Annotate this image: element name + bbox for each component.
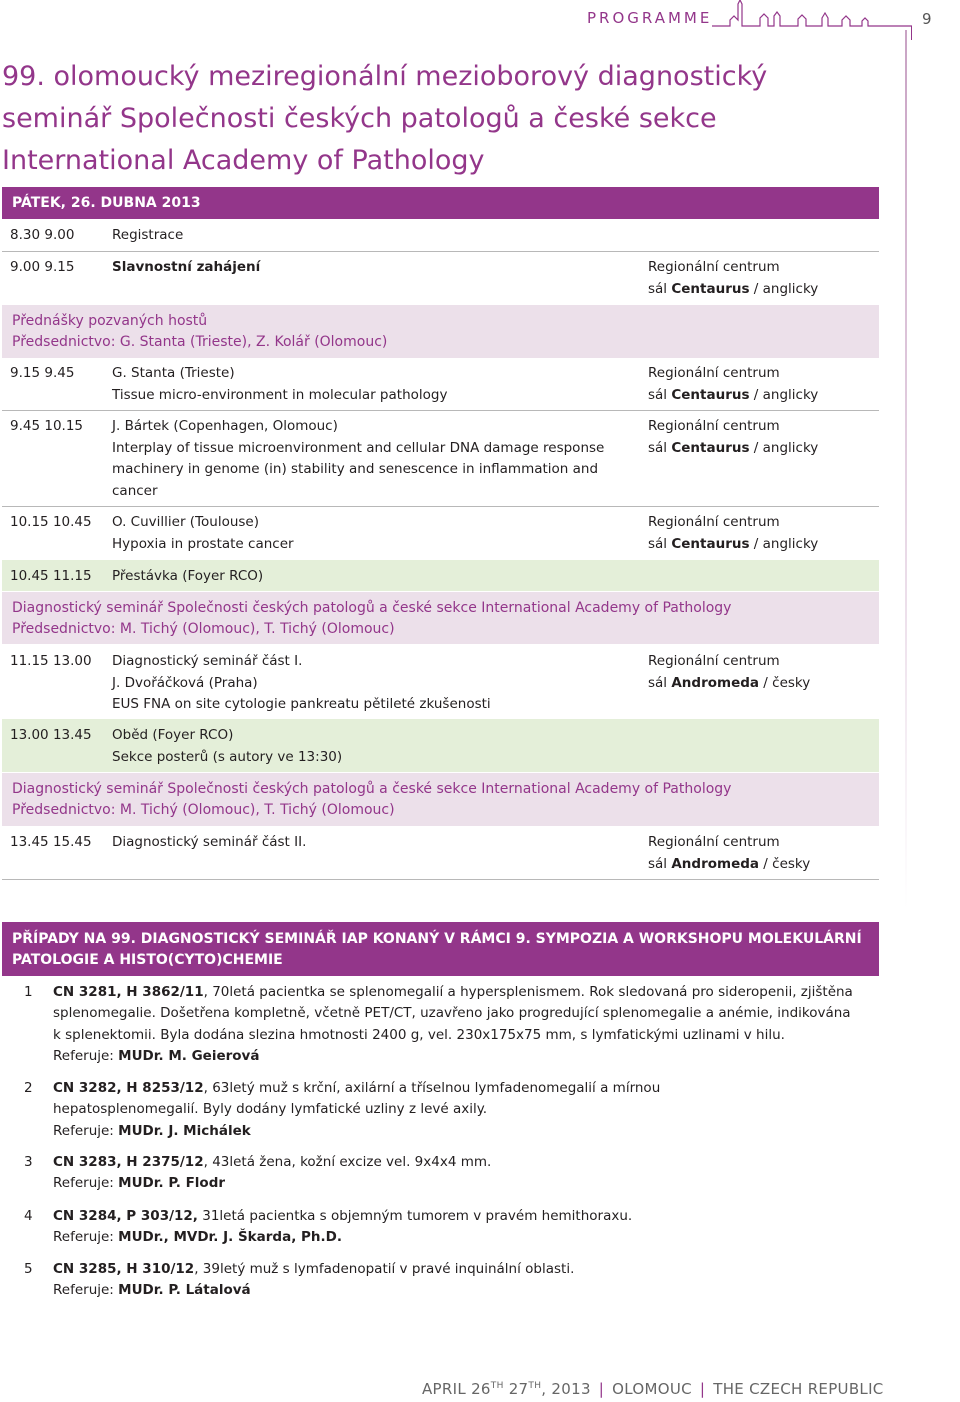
venue-language: / anglicky	[749, 386, 819, 403]
venue-label: Regionální centrum	[648, 418, 780, 434]
time: 10.45 11.15	[10, 568, 92, 584]
case-id: CN 3281, H 3862/11	[53, 984, 204, 1000]
venue-label: Regionální centrum	[648, 259, 780, 275]
block-chairs: Předsednictvo: M. Tichý (Olomouc), T. Tichý (Olomouc)	[12, 621, 395, 637]
venue-room: Centaurus	[671, 439, 750, 456]
case-number: 5	[24, 1261, 33, 1277]
case-text	[53, 1152, 853, 1195]
venue	[648, 651, 810, 694]
venue-language: / česky	[759, 674, 811, 691]
case-number: 4	[24, 1208, 33, 1224]
referuje-label: Referuje:	[53, 1229, 114, 1246]
case-id: CN 3282, H 8253/12	[53, 1080, 204, 1096]
footer-year: , 2013	[541, 1380, 591, 1398]
case-presenter: MUDr. P. Látalová	[118, 1282, 251, 1299]
venue	[648, 512, 818, 555]
venue-prefix: sál	[648, 535, 668, 552]
venue-prefix: sál	[648, 674, 668, 691]
day-heading: PÁTEK, 26. DUBNA 2013	[2, 187, 879, 219]
divider	[2, 506, 879, 507]
city-skyline-logo	[712, 0, 912, 40]
case-description: , 70letá pacientka se splenomegalií a hypersplenismem. Rok sledovaná pro sideropenii, zjištěna splenomegalie. Došetřena kompletně, včetně PET/CT, uzavřeno jako progredující splenomegalie a anémie, indikována k splenektomii. Byla dodána slezina hmotnosti 2400 g, vel. 230x175x75 mm, s lymfatickými uzlinami v hilu.	[53, 984, 853, 1043]
footer-country: THE CZECH REPUBLIC	[713, 1380, 884, 1398]
topic: Tissue micro-environment in molecular pathology	[112, 386, 448, 403]
talk-text	[112, 512, 612, 555]
venue-label: Regionální centrum	[648, 365, 780, 381]
venue-language: / anglicky	[749, 280, 819, 297]
time: 13.00 13.45	[10, 727, 92, 743]
note: Sekce posterů (s autory ve 13:30)	[112, 748, 343, 765]
block-title: Diagnostický seminář Společnosti českých patologů a české sekce International Academy of Pathology	[12, 781, 732, 797]
case-description: , 43letá žena, kožní excize vel. 9x4x4 mm.	[203, 1154, 492, 1170]
case-id: CN 3283, H 2375/12	[53, 1154, 204, 1170]
venue-language: / anglicky	[749, 439, 819, 456]
label: Registrace	[112, 227, 184, 243]
time: 9.15 9.45	[10, 365, 75, 381]
seminar-block	[2, 773, 879, 826]
topic: EUS FNA on site cytologie pankreatu pětileté zkušenosti	[112, 696, 491, 712]
case-text	[53, 1259, 853, 1302]
venue-label: Regionální centrum	[648, 653, 780, 669]
label: Přestávka (Foyer RCO)	[112, 568, 264, 584]
case-text	[53, 1206, 853, 1249]
case-description: , 39letý muž s lymfadenopatií v pravé inquinální oblasti.	[194, 1261, 575, 1277]
case-number: 1	[24, 984, 33, 1000]
footer-sup: TH	[528, 1381, 542, 1391]
venue-label: Regionální centrum	[648, 834, 780, 850]
divider	[2, 251, 879, 252]
case-presenter: MUDr., MVDr. J. Škarda, Ph.D.	[118, 1229, 342, 1246]
case-presenter: MUDr. M. Geierová	[118, 1047, 260, 1064]
time: 9.00 9.15	[10, 259, 75, 275]
venue-language: / česky	[759, 855, 811, 872]
label: Diagnostický seminář část II.	[112, 834, 307, 850]
label: Diagnostický seminář část I.	[112, 653, 303, 669]
venue-prefix: sál	[648, 280, 668, 297]
label: Oběd (Foyer RCO)	[112, 727, 234, 743]
talk-text	[112, 416, 607, 502]
time: 10.15 10.45	[10, 514, 92, 530]
venue-room: Centaurus	[671, 386, 750, 403]
case-text	[53, 1078, 793, 1142]
time: 11.15 13.00	[10, 653, 92, 669]
venue-language: / anglicky	[749, 535, 819, 552]
vertical-rule	[905, 30, 907, 910]
case-presenter: MUDr. J. Michálek	[118, 1122, 251, 1139]
referuje-label: Referuje:	[53, 1047, 114, 1064]
venue-prefix: sál	[648, 386, 668, 403]
time: 8.30 9.00	[10, 227, 75, 243]
block-title: Diagnostický seminář Společnosti českých patologů a české sekce International Academy of Pathology	[12, 600, 732, 616]
venue-room: Andromeda	[671, 674, 760, 691]
case-description: 31letá pacientka s objemným tumorem v pravém hemithoraxu.	[197, 1208, 633, 1224]
block-title: Přednášky pozvaných hostů	[12, 313, 208, 329]
divider	[2, 410, 879, 411]
case-presenter: MUDr. P. Flodr	[118, 1175, 226, 1192]
footer-separator: |	[699, 1380, 706, 1398]
speaker: O. Cuvillier (Toulouse)	[112, 514, 259, 530]
guest-lectures-block	[2, 305, 879, 358]
page-number: 9	[922, 10, 932, 28]
venue	[648, 416, 818, 459]
page-footer	[422, 1380, 884, 1398]
section-label: PROGRAMME	[587, 9, 713, 27]
venue-label: Regionální centrum	[648, 514, 780, 530]
case-id: CN 3284, P 303/12,	[53, 1208, 198, 1224]
topic: Hypoxia in prostate cancer	[112, 535, 294, 552]
referuje-label: Referuje:	[53, 1175, 114, 1192]
case-text	[53, 982, 853, 1067]
footer-date-end: 27	[503, 1380, 529, 1398]
case-number: 2	[24, 1080, 33, 1096]
venue-room: Centaurus	[671, 535, 750, 552]
venue	[648, 363, 818, 406]
referuje-label: Referuje:	[53, 1282, 114, 1299]
venue-prefix: sál	[648, 855, 668, 872]
speaker: J. Bártek (Copenhagen, Olomouc)	[112, 418, 338, 434]
cases-heading: PŘÍPADY NA 99. DIAGNOSTICKÝ SEMINÁŘ IAP KONANÝ V RÁMCI 9. SYMPOZIA A WORKSHOPU MOLEKULÁRNÍ PATOLOGIE A HISTO(CYTO)CHEMIE	[2, 922, 879, 976]
footer-separator: |	[598, 1380, 605, 1398]
talk-text	[112, 363, 612, 406]
venue	[648, 832, 810, 875]
speaker: G. Stanta (Trieste)	[112, 365, 235, 381]
case-id: CN 3285, H 310/12	[53, 1261, 195, 1277]
referuje-label: Referuje:	[53, 1122, 114, 1139]
topic: Interplay of tissue microenvironment and cellular DNA damage response machinery in genome (in) stability and senescence in inflammation and cancer	[112, 439, 605, 499]
footer-city: OLOMOUC	[612, 1380, 692, 1398]
lunch-text	[112, 725, 612, 768]
block-chairs: Předsednictvo: M. Tichý (Olomouc), T. Tichý (Olomouc)	[12, 802, 395, 818]
seminar-block	[2, 592, 879, 644]
case-number: 3	[24, 1154, 33, 1170]
time: 13.45 15.45	[10, 834, 92, 850]
footer-sup: TH	[490, 1381, 504, 1391]
venue-prefix: sál	[648, 439, 668, 456]
time: 9.45 10.15	[10, 418, 83, 434]
block-chairs: Předsednictvo: G. Stanta (Trieste), Z. Kolář (Olomouc)	[12, 334, 388, 350]
venue	[648, 257, 818, 300]
label: Slavnostní zahájení	[112, 259, 261, 275]
speaker: J. Dvořáčková (Praha)	[112, 674, 258, 691]
venue-room: Andromeda	[671, 855, 760, 872]
seminar-text	[112, 651, 612, 716]
page-title: 99. olomoucký meziregionální mezioborový diagnostický seminář Společnosti českých patologů a české sekce International Academy of Pathology	[2, 61, 768, 176]
footer-date-start: APRIL 26	[422, 1380, 491, 1398]
venue-room: Centaurus	[671, 280, 750, 297]
divider	[2, 879, 879, 880]
case-description: , 63letý muž s krční, axilární a tříselnou lymfadenomegalií a mírnou hepatosplenomegalií. Byly dodány lymfatické uzliny z levé axily.	[53, 1080, 661, 1118]
